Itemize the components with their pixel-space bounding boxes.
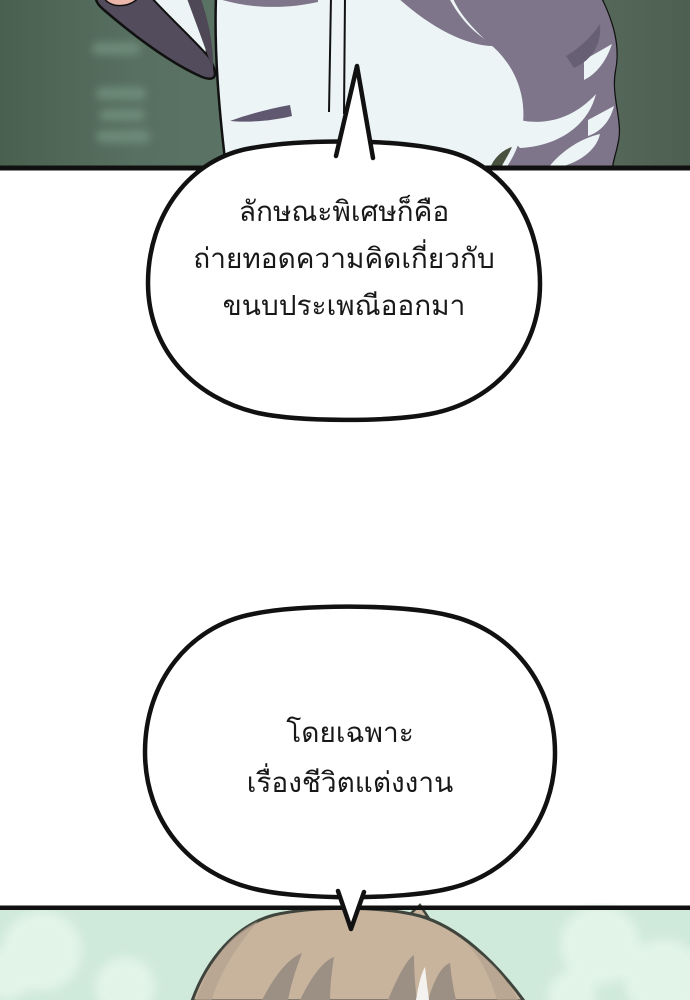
bubble-1-balloon xyxy=(148,141,540,419)
bubble-1-line-2: ถ่ายทอดความคิดเกี่ยวกับ xyxy=(193,242,495,274)
bubble-1-tail xyxy=(336,66,373,158)
bubble-2-tail xyxy=(338,891,364,929)
bubble-2-balloon xyxy=(145,607,555,898)
bubble-1-line-1: ลักษณะพิเศษก็คือ xyxy=(238,195,450,227)
bubble-1-line-3: ขนบประเพณีออกมา xyxy=(222,289,466,321)
bubble-2-line-1: โดยเฉพาะ xyxy=(286,717,414,748)
speech-bubble-1 xyxy=(120,40,580,440)
speech-bubble-2 xyxy=(125,590,575,945)
bubble-2-line-2: เรื่องชีวิตแต่งงาน xyxy=(246,767,454,798)
